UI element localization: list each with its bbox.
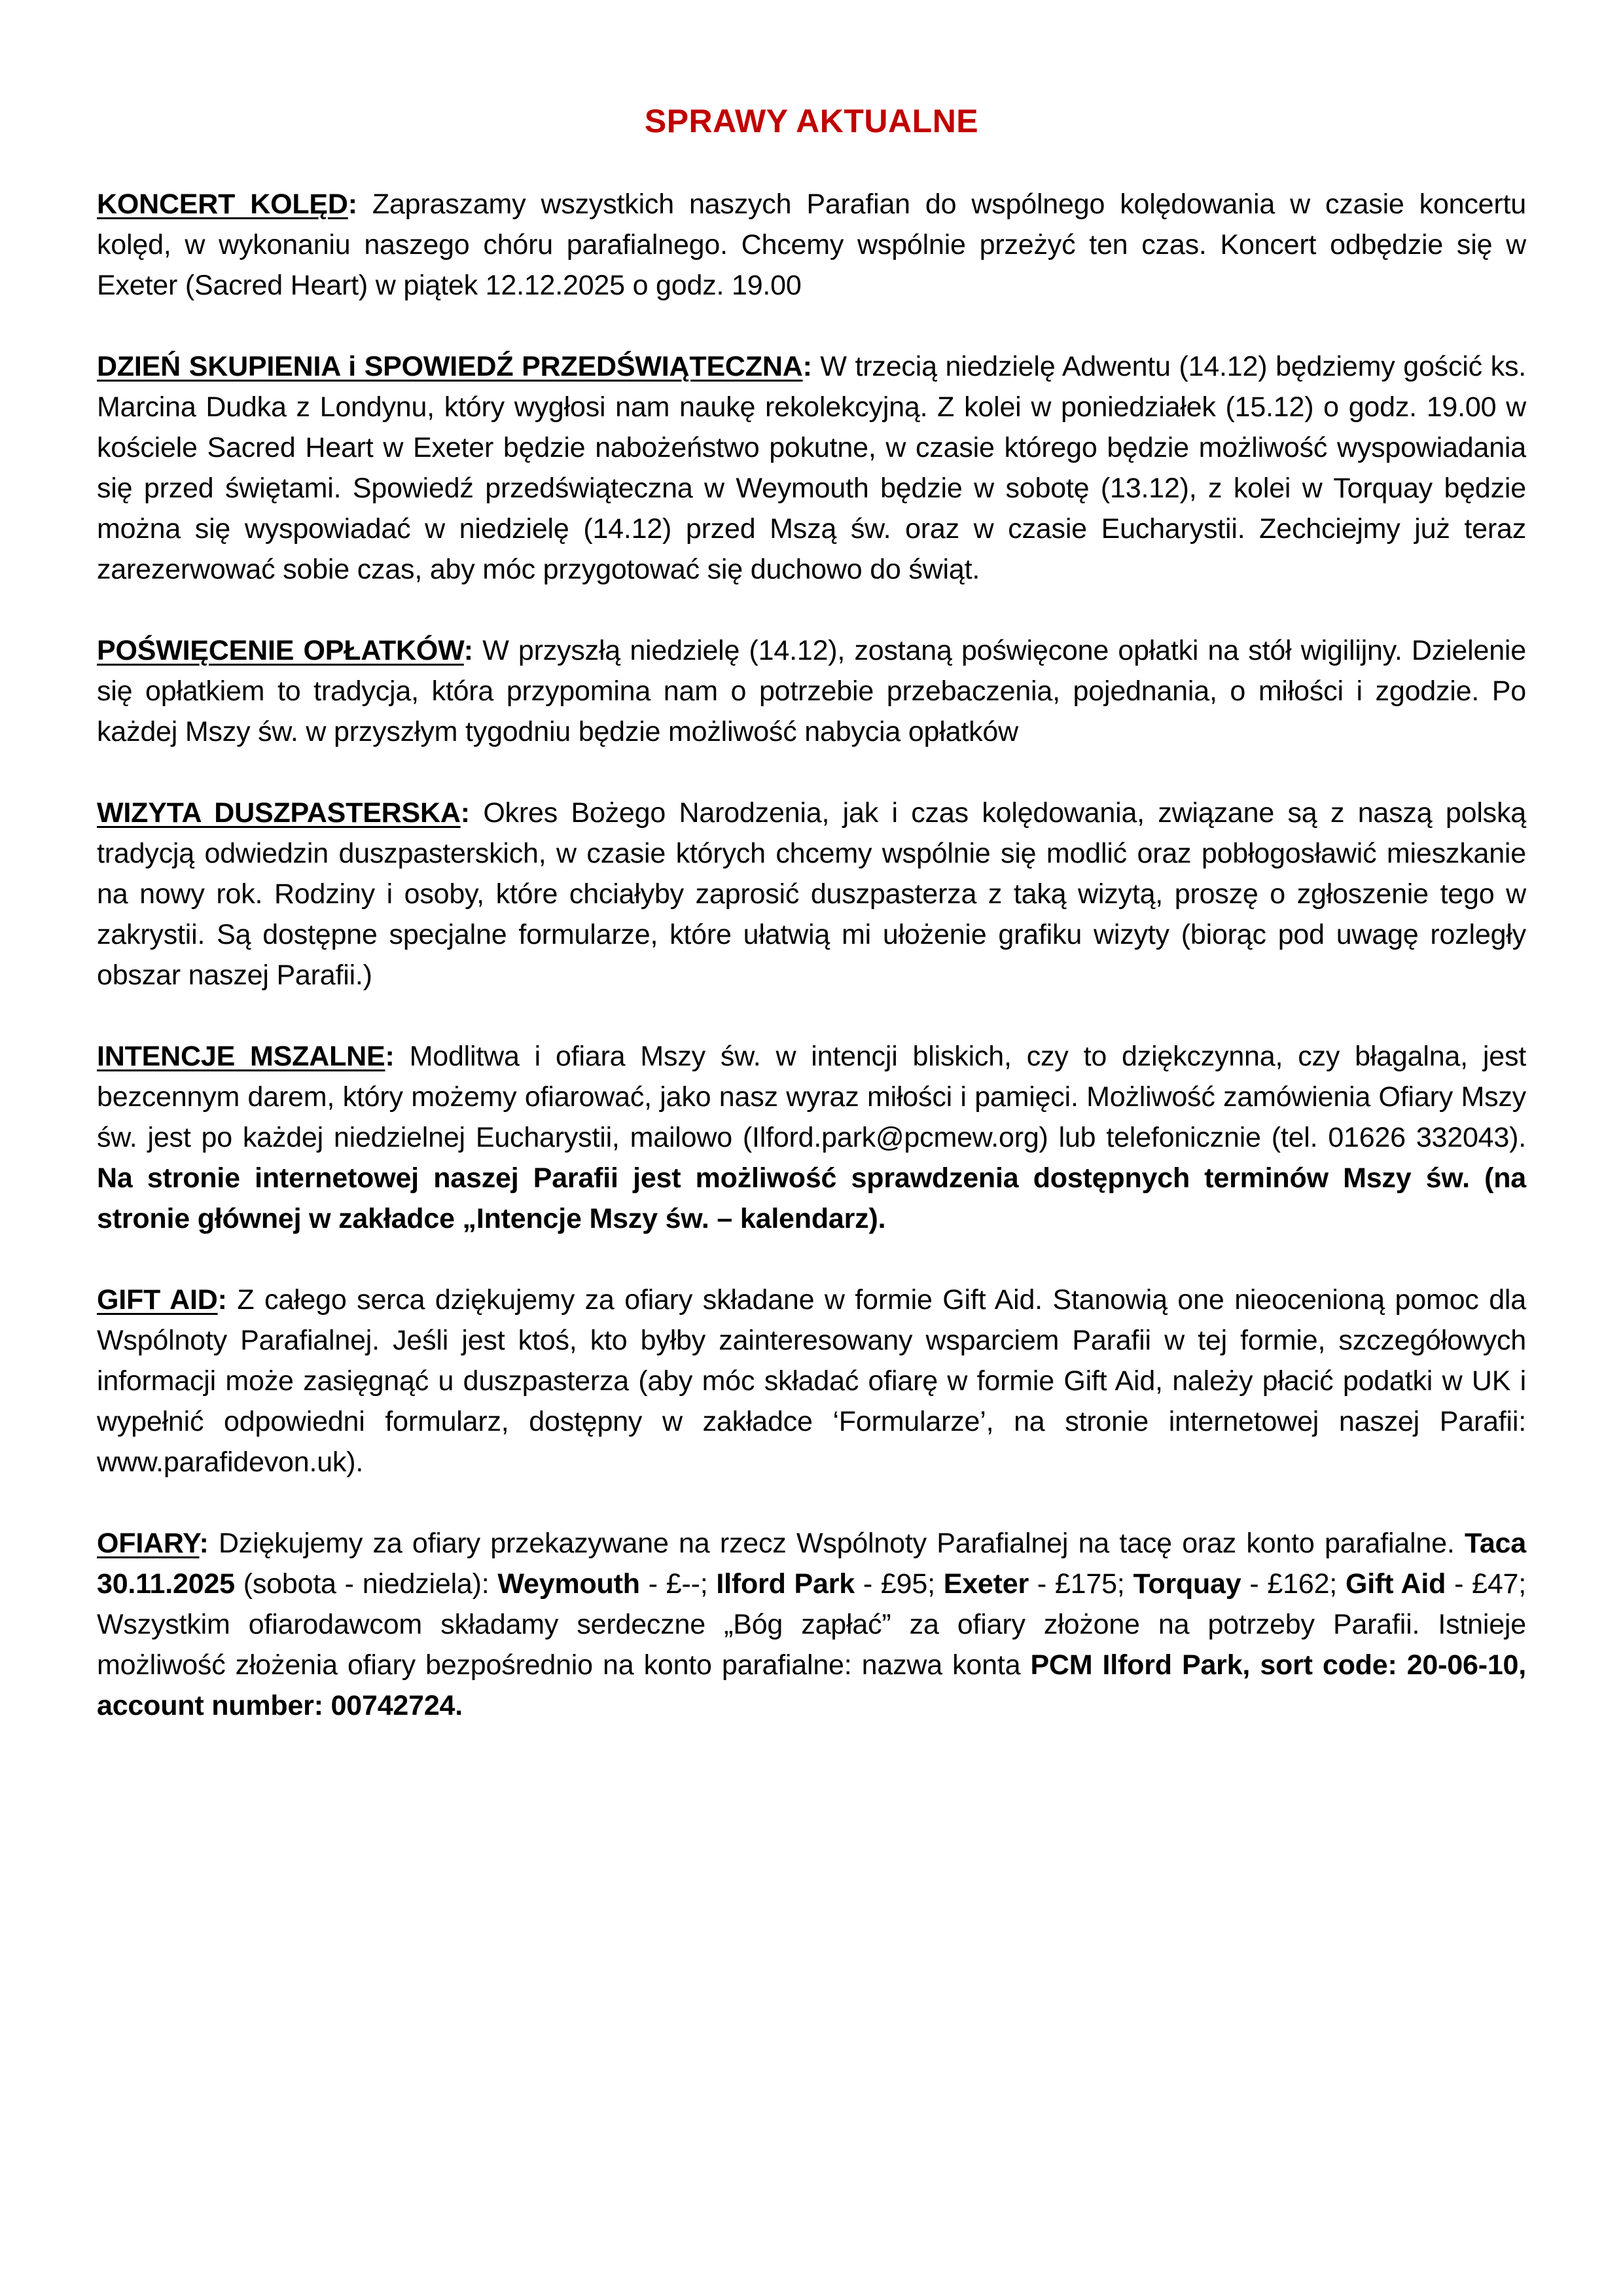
body-text: - £162; bbox=[1241, 1568, 1346, 1600]
section-gift-aid bbox=[97, 1280, 1534, 1482]
emphasis-text: : bbox=[802, 351, 821, 382]
body-text: Zapraszamy wszystkich naszych Parafian do wspólnego kolędowania w czasie koncertu kolęd, w wykonaniu naszego chóru parafialnego. Chcemy wspólnie przeżyć ten czas. Koncert odbędzie się w Exeter (Sacred Heart) w piątek 12.12.2025 o godz. 19.00 bbox=[97, 188, 1534, 301]
emphasis-text: : bbox=[199, 1528, 219, 1559]
emphasis-text: : bbox=[463, 635, 483, 666]
body-text: Z całego serca dziękujemy za ofiary składane w formie Gift Aid. Stanowią one nieocenioną pomoc dla Wspólnoty Parafialnej. Jeśli jest ktoś, kto byłby zainteresowany wsparciem Parafii w tej formie, szczegółowych informacji może zasięgnąć u duszpasterza (aby móc składać ofiarę w formie Gift Aid, należy płacić podatki w UK i wypełnić odpowiedni formularz, dostępny w zakładce ‘Formularze’, na stronie internetowej naszej Parafii: www.parafidevon.uk). bbox=[97, 1284, 1534, 1478]
body-text: (sobota - niedziela): bbox=[243, 1568, 498, 1600]
section-poswiecenie-oplatkow bbox=[97, 630, 1534, 752]
emphasis-text: : bbox=[348, 188, 372, 220]
body-text: Modlitwa i ofiara Mszy św. w intencji bliskich, czy to dziękczynna, czy błagalna, jest bezcennym darem, który możemy ofiarować, jako nasz wyraz miłości i pamięci. Możliwość zamówienia Ofiary Mszy św. jest po każdej niedzielnej Eucharystii, mailowo (Ilford.park@pcmew.org) lub telefonicznie (tel. 01626 332043). bbox=[97, 1041, 1534, 1153]
emphasis-text: POŚWIĘCENIE OPŁATKÓW bbox=[97, 635, 464, 666]
page-title: SPRAWY AKTUALNE bbox=[644, 103, 979, 139]
body-text: W przyszłą niedzielę (14.12), zostaną poświęcone opłatki na stół wigilijny. Dzielenie się opłatkiem to tradycja, która przypomina nam o potrzebie przebaczenia, pojednania, o miłości i zgodzie. Po każdej Mszy św. w przyszłym tygodniu będzie możliwość nabycia opłatków bbox=[97, 635, 1534, 747]
body-text: - £95; bbox=[855, 1568, 944, 1600]
section-wizyta-duszpasterska bbox=[97, 793, 1534, 996]
emphasis-text: PCM Ilford Park, sort code: 20-06-10, account number: 00742724. bbox=[97, 1649, 1534, 1721]
document-content bbox=[97, 101, 1534, 1767]
emphasis-text: : bbox=[217, 1284, 238, 1316]
section-intencje-mszalne bbox=[97, 1036, 1534, 1239]
emphasis-text: OFIARY bbox=[97, 1528, 200, 1559]
emphasis-text: Na stronie internetowej naszej Parafii jest możliwość sprawdzenia dostępnych terminów Mszy św. (na stronie głównej w zakładce „Intencje Mszy św. – kalendarz). bbox=[97, 1162, 1534, 1234]
emphasis-text: Exeter bbox=[943, 1568, 1029, 1600]
body-text: - £175; bbox=[1029, 1568, 1133, 1600]
emphasis-text: Torquay bbox=[1133, 1568, 1241, 1600]
emphasis-text: Weymouth bbox=[497, 1568, 640, 1600]
emphasis-text: Taca 30.11.2025 bbox=[97, 1528, 1534, 1600]
emphasis-text: Gift Aid bbox=[1345, 1568, 1446, 1600]
emphasis-text: Ilford Park bbox=[716, 1568, 855, 1600]
emphasis-text: WIZYTA DUSZPASTERSKA bbox=[97, 797, 461, 829]
emphasis-text: GIFT AID bbox=[97, 1284, 218, 1316]
body-text: W trzecią niedzielę Adwentu (14.12) będziemy gościć ks. Marcina Dudka z Londynu, który wygłosi nam naukę rekolekcyjną. Z kolei w poniedziałek (15.12) o godz. 19.00 w kościele Sacred Heart w Exeter będzie nabożeństwo pokutne, w czasie którego będzie możliwość wyspowiadania się przed świętami. Spowiedź przedświąteczna w Weymouth będzie w sobotę (13.12), z kolei w Torquay będzie można się wyspowiadać w niedzielę (14.12) przed Mszą św. oraz w czasie Eucharystii. Zechciejmy już teraz zarezerwować sobie czas, aby móc przygotować się duchowo do świąt. bbox=[97, 351, 1534, 585]
section-dzien-skupienia bbox=[97, 346, 1534, 590]
emphasis-text: KONCERT KOLĘD bbox=[97, 188, 348, 220]
body-text: - £--; bbox=[639, 1568, 717, 1600]
section-ofiary bbox=[97, 1523, 1534, 1726]
emphasis-text: INTENCJE MSZALNE bbox=[97, 1041, 385, 1072]
section-koncert-koled bbox=[97, 184, 1534, 306]
emphasis-text: : bbox=[460, 797, 484, 829]
emphasis-text: : bbox=[385, 1041, 410, 1072]
body-text: Dziękujemy za ofiary przekazywane na rzecz Wspólnoty Parafialnej na tacę oraz konto parafialne. bbox=[218, 1528, 1465, 1559]
emphasis-text: DZIEŃ SKUPIENIA i SPOWIEDŹ PRZEDŚWIĄTECZNA bbox=[97, 351, 803, 382]
body-text: - £47; Wszystkim ofiarodawcom składamy serdeczne „Bóg zapłać” za ofiary złożone na potrzeby Parafii. Istnieje możliwość złożenia ofiary bezpośrednio na konto parafialne: nazwa konta bbox=[97, 1568, 1534, 1681]
body-text: Okres Bożego Narodzenia, jak i czas kolędowania, związane są z naszą polską tradycją odwiedzin duszpasterskich, w czasie których chcemy wspólnie się modlić oraz pobłogosławić mieszkanie na nowy rok. Rodziny i osoby, które chciałyby zaprosić duszpasterza z taką wizytą, proszę o zgłoszenie tego w zakrystii. Są dostępne specjalne formularze, które ułatwią mi ułożenie grafiku wizyty (biorąc pod uwagę rozległy obszar naszej Parafii.) bbox=[97, 797, 1534, 991]
